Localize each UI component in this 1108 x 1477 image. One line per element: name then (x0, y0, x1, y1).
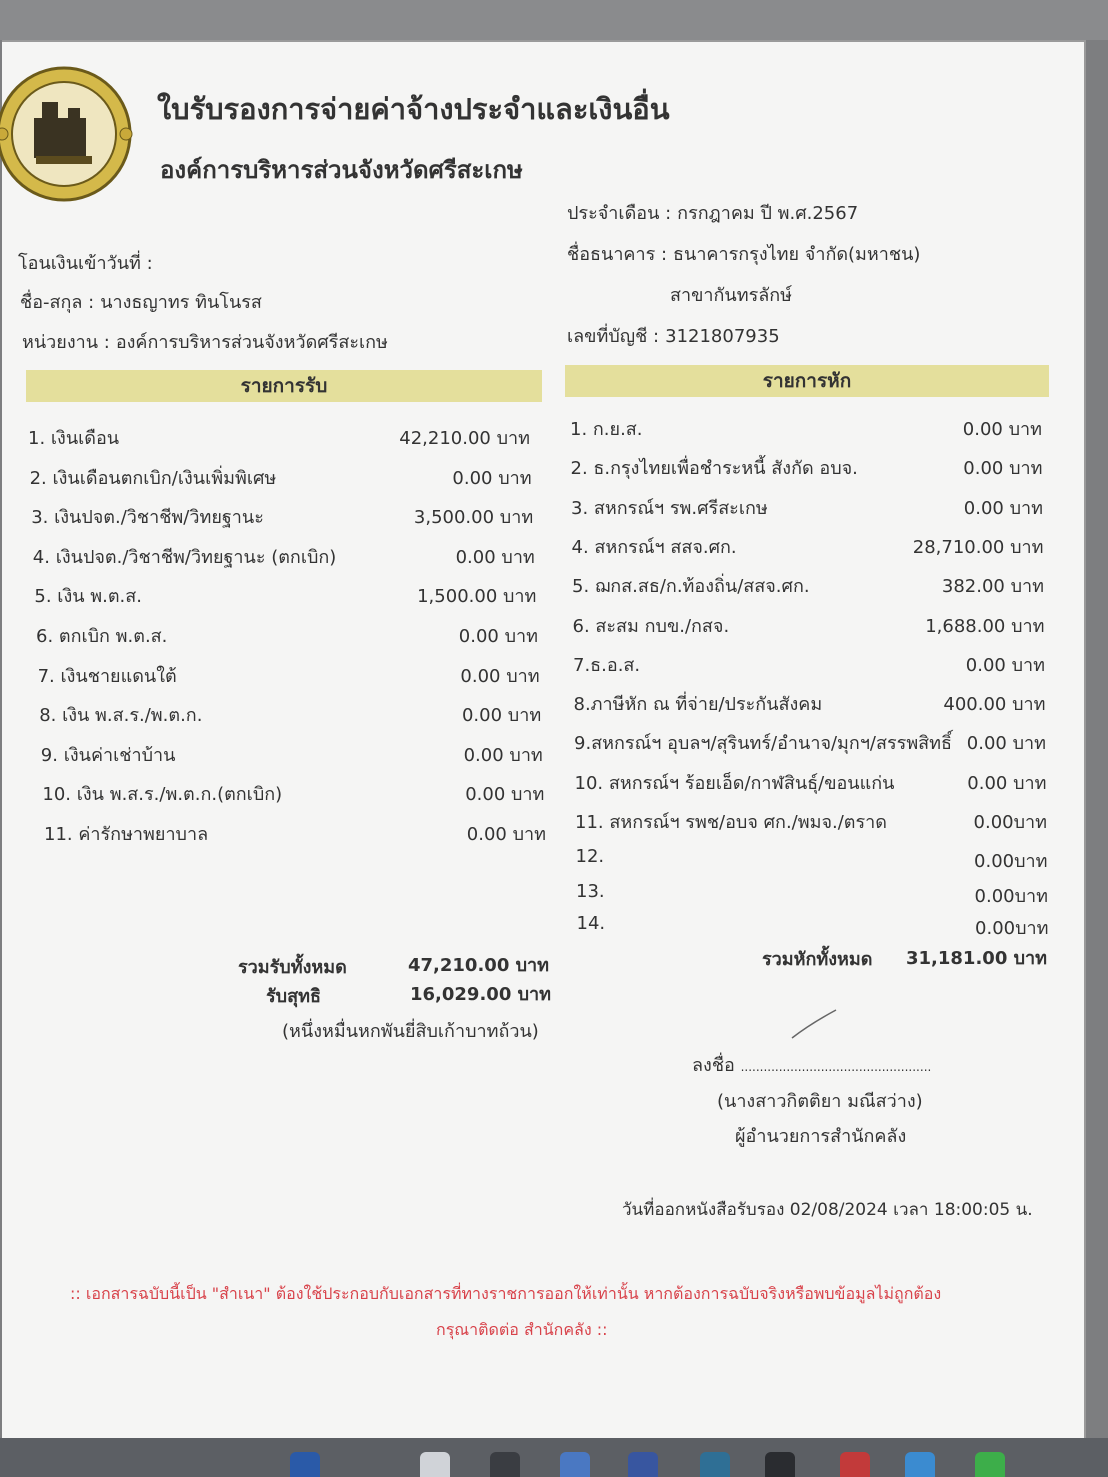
taskbar-app-icon[interactable] (290, 1452, 320, 1477)
deduction-row-label: 6. สะสม กบข./กสจ. (572, 615, 730, 637)
taskbar-app-icon[interactable] (905, 1452, 935, 1477)
deduction-row-label: 4. สหกรณ์ฯ สสจ.ศก. (571, 536, 737, 558)
income-row-amount: 3,500.00 บาท (413, 507, 534, 529)
deduction-row-amount: 0.00บาท (975, 918, 1049, 939)
deduction-row (575, 768, 1047, 792)
income-row (36, 621, 538, 645)
seal-logo-icon (0, 58, 138, 206)
deduction-total-label: รวมหักทั้งหมด (762, 949, 873, 970)
net-label: รับสุทธิ (266, 986, 321, 1007)
income-row-label: 1. เงินเดือน (28, 428, 120, 449)
document-title: ใบรับรองการจ่ายค่าจ้างประจำและเงินอื่น (157, 92, 670, 126)
signature-mark (790, 1006, 840, 1042)
deduction-row-label: 5. ฌกส.สธ/ก.ท้องถิ่น/สสจ.ศก. (572, 576, 810, 598)
deduction-row-amount: 0.00 บาท (966, 733, 1046, 755)
income-row-amount: 0.00 บาท (460, 665, 540, 687)
deduction-row-amount: 0.00 บาท (965, 654, 1045, 676)
signer-position: ผู้อำนวยการสำนักคลัง (735, 1126, 907, 1147)
income-row-label: 7. เงินชายแดนใต้ (37, 665, 177, 687)
bank-info: ชื่อธนาคาร : ธนาคารกรุงไทย จำกัด(มหาชน) (567, 244, 921, 265)
deduction-row-amount: 28,710.00 บาท (912, 536, 1044, 558)
deduction-row (571, 493, 1043, 517)
monitor-bezel (0, 0, 1108, 40)
deduction-row (577, 913, 1049, 937)
deduction-row-amount: 0.00บาท (974, 851, 1048, 873)
deduction-row-amount: 0.00 บาท (963, 458, 1043, 480)
signature-line: ลงชื่อ .................................................. (692, 1055, 932, 1076)
name-info: ชื่อ-สกุล : นางธญาทร ทินโนรส (20, 292, 262, 313)
deduction-row (576, 881, 1048, 905)
copy-notice-line2: กรุณาติดต่อ สำนักคลัง :: (436, 1320, 608, 1339)
deduction-row (572, 571, 1044, 598)
income-row (28, 423, 530, 447)
deduction-row-label: 1. ก.ย.ส. (570, 419, 643, 440)
deduction-row-amount: 0.00 บาท (962, 419, 1042, 440)
taskbar-app-icon[interactable] (560, 1452, 590, 1477)
deduction-row-label: 3. สหกรณ์ฯ รพ.ศรีสะเกษ (571, 497, 768, 519)
deduction-row-label: 12. (575, 846, 605, 868)
income-row (31, 502, 534, 529)
taskbar-app-icon[interactable] (765, 1452, 795, 1477)
taskbar (0, 1438, 1108, 1477)
net-value: 16,029.00 บาท (410, 984, 552, 1005)
income-row-label: 2. เงินเดือนตกเบิก/เงินเพิ่มพิเศษ (29, 467, 277, 489)
income-row-label: 5. เงิน พ.ต.ส. (34, 586, 142, 608)
income-row-label: 8. เงิน พ.ส.ร./พ.ต.ก. (39, 705, 203, 727)
deduction-row (574, 728, 1046, 755)
branch-info: สาขากันทรลักษ์ (670, 285, 793, 306)
income-row (44, 819, 546, 843)
deduction-row-amount: 0.00 บาท (963, 497, 1043, 519)
income-row (30, 463, 532, 487)
income-row (42, 779, 545, 806)
income-row-label: 9. เงินค่าเช่าบ้าน (40, 744, 176, 766)
taskbar-app-icon[interactable] (700, 1452, 730, 1477)
income-row-amount: 0.00 บาท (455, 546, 535, 568)
deduction-row-label: 13. (576, 881, 605, 902)
unit-info: หน่วยงาน : องค์การบริหารส่วนจังหวัดศรีสะเกษ (22, 332, 388, 353)
deduction-row-label: 2. ธ.กรุงไทยเพื่อชำระหนี้ สังกัด อบจ. (570, 458, 858, 480)
copy-notice-line1: :: เอกสารฉบับนี้เป็น "สำเนา" ต้องใช้ประกอบกับเอกสารที่ทางราชการออกให้เท่านั้น หากต้องการฉบับจริงหรือพบข้อมูลไม่ถูกต้อง (70, 1284, 942, 1303)
income-row (33, 542, 535, 566)
income-total-value: 47,210.00 บาท (408, 955, 550, 976)
deduction-row-amount: 1,688.00 บาท (925, 615, 1045, 637)
income-row-label: 10. เงิน พ.ส.ร./พ.ต.ก.(ตกเบิก) (42, 784, 283, 806)
deduction-row-label: 14. (576, 913, 606, 934)
income-row-label: 4. เงินปจต./วิชาชีพ/วิทยฐานะ (ตกเบิก) (32, 546, 337, 568)
deduction-row-amount: 0.00บาท (974, 886, 1048, 907)
income-heading: รายการรับ (26, 370, 542, 402)
taskbar-app-icon[interactable] (975, 1452, 1005, 1477)
income-row-label: 6. ตกเบิก พ.ต.ส. (36, 626, 168, 647)
deduction-row (572, 532, 1044, 556)
income-row-amount: 0.00 บาท (466, 824, 546, 845)
deduction-row (570, 453, 1043, 480)
income-row-amount: 0.00 บาท (465, 784, 545, 806)
deduction-row-label: 9.สหกรณ์ฯ อุบลฯ/สุรินทร์/อำนาจ/มุกฯ/สรรพสิทธิ์ (574, 733, 953, 755)
income-row (38, 661, 540, 685)
month-info: ประจำเดือน : กรกฎาคม ปี พ.ศ.2567 (567, 203, 859, 224)
account-info: เลขที่บัญชี : 3121807935 (567, 326, 780, 347)
income-row (34, 581, 537, 608)
deduction-row (575, 846, 1048, 873)
deduction-row (575, 807, 1047, 831)
deduction-row-amount: 0.00 บาท (967, 772, 1047, 794)
income-row-amount: 0.00 บาท (461, 705, 542, 727)
deduction-row (573, 689, 1046, 716)
deduction-heading: รายการหัก (565, 365, 1049, 397)
income-row-label: 11. ค่ารักษาพยาบาล (44, 824, 209, 845)
income-row-amount: 1,500.00 บาท (417, 586, 537, 608)
signer-name: (นางสาวกิตติยา มณีสว่าง) (717, 1091, 923, 1112)
income-total-label: รวมรับทั้งหมด (238, 957, 347, 978)
organization-name: องค์การบริหารส่วนจังหวัดศรีสะเกษ (160, 156, 523, 184)
deduction-row (573, 650, 1045, 674)
income-row-label: 3. เงินปจต./วิชาชีพ/วิทยฐานะ (31, 507, 264, 529)
deduction-row (573, 611, 1045, 635)
deduction-row (570, 414, 1042, 438)
deduction-row-label: 11. สหกรณ์ฯ รพช/อบจ ศก./พมจ./ตราด (575, 812, 887, 833)
deduction-row-amount: 382.00 บาท (941, 576, 1044, 598)
taskbar-app-icon[interactable] (420, 1452, 450, 1477)
net-in-words: (หนึ่งหมื่นหกพันยี่สิบเก้าบาทถ้วน) (282, 1021, 539, 1042)
income-row (41, 740, 543, 764)
taskbar-app-icon[interactable] (628, 1452, 658, 1477)
deduction-row-label: 8.ภาษีหัก ณ ที่จ่าย/ประกันสังคม (573, 694, 823, 716)
deduction-row-amount: 400.00 บาท (943, 694, 1046, 716)
deduction-row-label: 7.ธ.อ.ส. (573, 654, 641, 676)
issued-datetime: วันที่ออกหนังสือรับรอง 02/08/2024 เวลา 18:00:05 น. (622, 1200, 1033, 1220)
deduction-row-amount: 0.00บาท (973, 812, 1047, 833)
income-row-amount: 42,210.00 บาท (399, 428, 530, 449)
deduction-total-value: 31,181.00 บาท (906, 948, 1048, 969)
taskbar-app-icon[interactable] (490, 1452, 520, 1477)
taskbar-app-icon[interactable] (840, 1452, 870, 1477)
deduction-row-label: 10. สหกรณ์ฯ ร้อยเอ็ด/กาฬสินธุ์/ขอนแก่น (574, 772, 895, 794)
income-row-amount: 0.00 บาท (463, 744, 543, 766)
income-row-amount: 0.00 บาท (458, 626, 538, 647)
income-row (39, 700, 542, 727)
transfer-date-info: โอนเงินเข้าวันที่ : (18, 253, 153, 274)
income-row-amount: 0.00 บาท (452, 467, 532, 489)
